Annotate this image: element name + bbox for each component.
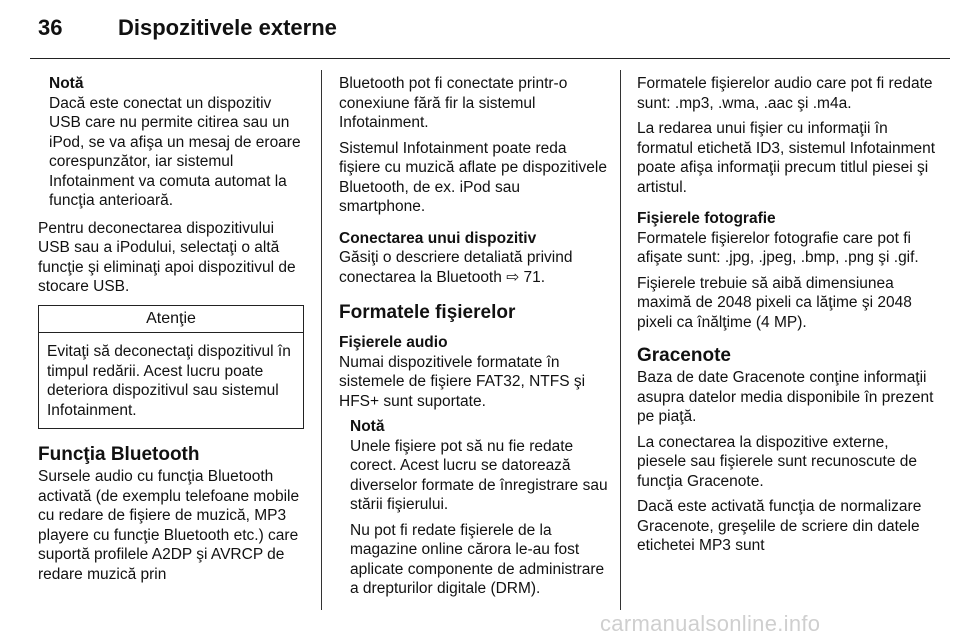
paragraph-bt-connect: Bluetooth pot fi conectate printr-o conexiune fără fir la sistemul Infotainment.: [339, 75, 568, 131]
warning-text: Evitaţi să deconectaţi dispozitivul în timpul redării. Acest lucru poate deteriora dispozitivul sau sistemul Infotainment.: [47, 343, 291, 419]
paragraph-photo-size: Fişierele trebuie să aibă dimensiunea maximă de 2048 pixeli ca lăţime şi 2048 pixeli ca înălţime (4 MP).: [637, 274, 912, 331]
paragraph-disconnect: Pentru deconectarea dispozitivului USB sau a iPodului, selectaţi o altă funcţie şi eliminaţi apoi dispozitivul de stocare USB.: [38, 219, 296, 295]
note-files: [339, 417, 609, 599]
connect-text: Găsiţi o descriere detaliată privind conectarea la Bluetooth: [339, 249, 573, 286]
subheading-audio-files: Fişierele audio: [339, 334, 448, 351]
note-heading: Notă: [350, 418, 385, 435]
paragraph-gracenote-db: Baza de date Gracenote conţine informaţii asupra datelor media disponibile în prezent pe piaţă.: [637, 369, 934, 425]
note-text: Nu pot fi redate fişierele de la magazine online cărora le-au fost aplicate componente de administrare a drepturilor digitale (DRM).: [350, 521, 605, 597]
note-usb: [38, 74, 306, 211]
heading-bluetooth: Funcţia Bluetooth: [38, 444, 200, 465]
page-header: [0, 0, 960, 62]
page-reference: 71.: [523, 268, 546, 286]
column-divider-1: [321, 70, 322, 610]
column-left: [38, 74, 306, 584]
page-ref-arrow-icon: ⇨: [506, 268, 520, 286]
subheading-connect: Conectarea unui dispozitiv: [339, 229, 537, 247]
paragraph-audio-files: Numai dispozitivele formatate în sistemele de fişiere FAT32, NTFS şi HFS+ sunt suportate.: [339, 353, 586, 410]
page-number: 36: [38, 15, 63, 40]
paragraph-photo-formats: Formatele fişierelor fotografie care pot fi afişate sunt: .jpg, .jpeg, .bmp, .png şi .gif.: [637, 229, 919, 266]
subheading-photo-files: Fişierele fotografie: [637, 210, 776, 227]
warning-box: [38, 305, 304, 430]
paragraph-bluetooth: Sursele audio cu funcţia Bluetooth activată (de exemplu telefoane mobile cu redare de fişiere de muzică, MP3 playere cu funcţie Bluetooth etc.) care suportă profilele A2DP şi AVRCP de redare muzică prin: [38, 468, 300, 583]
paragraph-audio-formats: Formatele fişierelor audio care pot fi redate sunt: .mp3, .wma, .aac şi .m4a.: [637, 75, 933, 112]
paragraph-id3: La redarea unui fişier cu informaţii în formatul etichetă ID3, sistemul Infotainment poate afişa informaţii precum titlul piesei şi artistul.: [637, 120, 936, 196]
watermark: carmanualsonline.info: [600, 611, 821, 636]
page-title: Dispozitivele externe: [118, 15, 337, 40]
heading-gracenote: Gracenote: [637, 345, 731, 366]
header-divider: [30, 58, 950, 59]
note-text: Dacă este conectat un dispozitiv USB care nu permite citirea sau un iPod, se va afişa un mesaj de eroare corespunzător, iar sistemul Infotainment va comuta automat la funcţia anterioară.: [49, 94, 301, 209]
column-middle: [339, 74, 609, 607]
warning-heading: Atenţie: [39, 306, 303, 334]
column-divider-2: [620, 70, 621, 610]
paragraph-gracenote-normalize: Dacă este activată funcţia de normalizare Gracenote, greşelile de scriere din datele etichetei MP3 sunt: [637, 498, 922, 554]
paragraph-connect: [339, 248, 609, 287]
column-right: [637, 74, 937, 562]
paragraph-gracenote-recognize: La conectarea la dispozitive externe, piesele sau fişierele sunt recunoscute de funcţia Gracenote.: [637, 433, 918, 490]
heading-file-formats: Formatele fişierelor: [339, 302, 516, 323]
note-text: Unele fişiere pot să nu fie redate corect. Acest lucru se datorează diverselor formate de înregistrare sau stării fişierului.: [350, 437, 608, 513]
paragraph-bt-play: Sistemul Infotainment poate reda fişiere cu muzică aflate pe dispozitivele Bluetooth, de ex. iPod sau smartphone.: [339, 139, 607, 215]
note-heading: Notă: [49, 75, 84, 92]
